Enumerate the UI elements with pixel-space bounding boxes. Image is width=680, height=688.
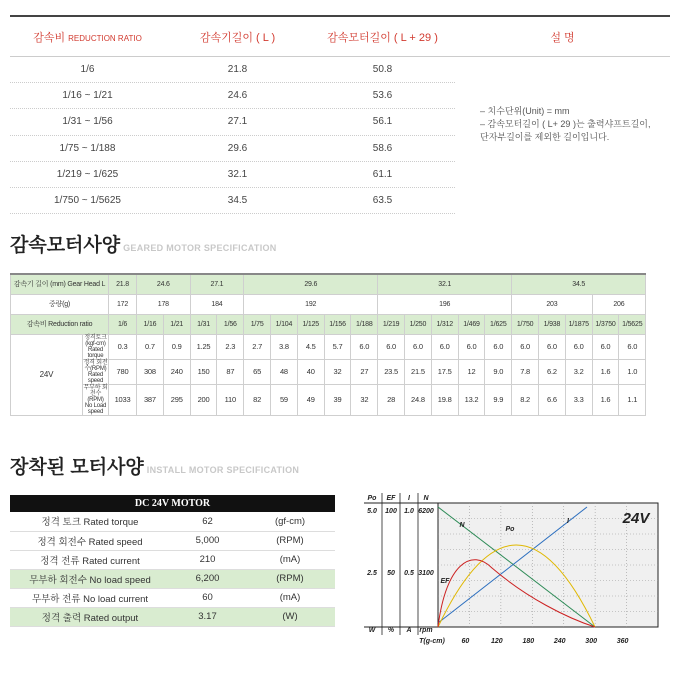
ratio-cell: 1/16 ~ 1/21: [62, 90, 113, 102]
ratio-cell: 1/156: [324, 314, 351, 334]
axis-top-value: 6200: [418, 508, 434, 515]
spec-value-cell: 1.1: [619, 384, 646, 415]
spec-value-cell: 12: [458, 359, 485, 384]
axis-header-i: I: [408, 495, 410, 502]
ratio-cell: 1/6: [80, 64, 95, 76]
spec-row-label-en: Rated speed: [87, 371, 104, 384]
spec-value-cell: 6.0: [539, 334, 566, 359]
axis-header-po: Po: [367, 495, 377, 502]
install-name-cell: 무부하 전류 No load current: [10, 588, 170, 607]
axis-mid-value: 2.5: [367, 570, 377, 577]
gearbox-length-cell: 32.1: [227, 168, 248, 180]
spec-value-cell: 780: [109, 359, 137, 384]
spec-value-cell: 2.7: [244, 334, 271, 359]
axis-top-value: 1.0: [404, 508, 414, 515]
spec-value-cell: 6.0: [485, 334, 512, 359]
ratio-table-header: [10, 17, 670, 57]
motor-length-header: 감속모터길이 ( L + 29 ): [327, 31, 438, 44]
install-table-title: DC 24V MOTOR: [10, 495, 335, 512]
curve-label-n: N: [459, 522, 465, 529]
curve-label-ef: EF: [440, 578, 450, 585]
spec-value-cell: 6.0: [512, 334, 539, 359]
geared-spec-heading: [10, 230, 277, 257]
spec-value-cell: 17.5: [431, 359, 458, 384]
axis-mid-value: 3100: [418, 570, 434, 577]
axis-header-ef: EF: [386, 495, 396, 502]
length-cell: 32.1: [378, 274, 512, 294]
ratio-cell: 1/5625: [619, 314, 646, 334]
weight-cell: 172: [109, 294, 137, 314]
ratio-table-body: [10, 57, 670, 214]
install-name-cell: 무부하 회전수 No load speed: [10, 569, 170, 588]
spec-row-label-ko: 정격토크(kgf-cm): [84, 334, 107, 347]
ratio-cell: 1/938: [539, 314, 566, 334]
x-tick: 60: [461, 638, 470, 645]
spec-data-row: [11, 359, 646, 384]
ratio-label: 감속비 Reduction ratio: [11, 314, 109, 334]
spec-value-cell: 6.0: [592, 334, 619, 359]
geared-heading-ko: 감속모터사양: [10, 235, 121, 256]
ratio-cell: 1/56: [217, 314, 244, 334]
spec-value-cell: 0.3: [109, 334, 137, 359]
install-name-cell: 정격 전류 Rated current: [10, 550, 170, 569]
length-cell: 27.1: [190, 274, 244, 294]
spec-value-cell: 1.25: [190, 334, 217, 359]
spec-value-cell: 1033: [109, 384, 137, 415]
install-value-cell: 62: [170, 512, 245, 531]
gearbox-length-header: 감속기길이 ( L ): [199, 31, 276, 44]
axis-top-value: 5.0: [367, 508, 377, 515]
weight-label: 중량(g): [11, 294, 109, 314]
ratio-row: [10, 136, 455, 162]
spec-value-cell: 48: [271, 359, 298, 384]
ratio-row: [10, 162, 455, 188]
ratio-cell: 1/312: [431, 314, 458, 334]
spec-value-cell: 39: [324, 384, 351, 415]
ratio-cell: 1/6: [109, 314, 137, 334]
spec-row-label-en: Rated torque: [87, 346, 104, 359]
curve-label-po: Po: [505, 526, 515, 533]
ratio-cell: 1/31 ~ 1/56: [62, 116, 113, 128]
ratio-rows: [10, 57, 455, 214]
spec-value-cell: 0.9: [163, 334, 190, 359]
ratio-cell: 1/188: [351, 314, 378, 334]
ratio-row: [10, 57, 455, 83]
motor-length-cell: 63.5: [372, 195, 393, 207]
spec-value-cell: 23.5: [378, 359, 405, 384]
spec-value-cell: 0.7: [137, 334, 164, 359]
install-name-cell: 정격 토크 Rated torque: [10, 512, 170, 531]
ratio-header-en: REDUCTION RATIO: [68, 33, 142, 43]
install-value-cell: 210: [170, 550, 245, 569]
length-label: 감속기 길이 (mm) Gear Head L: [11, 274, 109, 294]
spec-row-label-ko: 정격 회전수(RPM): [83, 359, 108, 372]
install-value-cell: 60: [170, 588, 245, 607]
install-value-cell: 5,000: [170, 531, 245, 550]
install-heading-ko: 장착된 모터사양: [10, 457, 144, 478]
weight-row: [11, 294, 646, 314]
spec-value-cell: 4.5: [297, 334, 324, 359]
spec-row-label-ko: 무부하 회전수(RPM): [83, 384, 108, 403]
spec-value-cell: 295: [163, 384, 190, 415]
ratio-cell: 1/219 ~ 1/625: [56, 168, 119, 180]
x-tick: 240: [553, 638, 566, 645]
ratio-cell: 1/75: [244, 314, 271, 334]
spec-value-cell: 3.8: [271, 334, 298, 359]
spec-value-cell: 87: [217, 359, 244, 384]
ratio-cell: 1/250: [405, 314, 432, 334]
ratio-header: [10, 29, 165, 45]
weight-cell: 192: [244, 294, 378, 314]
ratio-row: [10, 188, 455, 214]
ratio-cell: 1/75 ~ 1/188: [59, 142, 116, 154]
spec-value-cell: 27: [351, 359, 378, 384]
motor-length-cell: 61.1: [372, 168, 393, 180]
spec-value-cell: 6.0: [378, 334, 405, 359]
install-row: [10, 588, 335, 607]
spec-value-cell: 1.6: [592, 384, 619, 415]
length-row: [11, 274, 646, 294]
ratio-cell: 1/625: [485, 314, 512, 334]
install-unit-cell: (mA): [245, 550, 335, 569]
note-line: – 감속모터길이 ( L+ 29 )는 출력샤프트길이,: [480, 119, 651, 129]
spec-row-label-en: No Load speed: [84, 402, 107, 415]
ratio-cell: 1/219: [378, 314, 405, 334]
spec-value-cell: 6.0: [619, 334, 646, 359]
spec-value-cell: 2.3: [217, 334, 244, 359]
x-tick: 180: [522, 638, 535, 645]
spec-value-cell: 21.5: [405, 359, 432, 384]
length-cell: 24.6: [137, 274, 191, 294]
spec-value-cell: 32: [351, 384, 378, 415]
spec-value-cell: 3.3: [565, 384, 592, 415]
ratio-cell: 1/750 ~ 1/5625: [53, 195, 121, 207]
spec-value-cell: 9.9: [485, 384, 512, 415]
spec-value-cell: 40: [297, 359, 324, 384]
ratio-cell: 1/469: [458, 314, 485, 334]
motor-length-cell: 58.6: [372, 142, 393, 154]
install-row: [10, 550, 335, 569]
gearbox-length-cell: 21.8: [227, 64, 248, 76]
install-name-cell: 정격 회전수 Rated speed: [10, 531, 170, 550]
ratio-table: [10, 15, 670, 214]
axis-unit: %: [387, 627, 395, 634]
ratio-notes: [455, 57, 670, 214]
weight-cell: 203: [512, 294, 592, 314]
spec-value-cell: 387: [137, 384, 164, 415]
install-name-cell: 정격 출력 Rated output: [10, 607, 170, 626]
install-motor-table: [10, 495, 335, 627]
gearbox-length-cell: 34.5: [227, 195, 248, 207]
spec-data-row: [11, 384, 646, 415]
install-value-cell: 3.17: [170, 607, 245, 626]
spec-value-cell: 24.8: [405, 384, 432, 415]
spec-value-cell: 32: [324, 359, 351, 384]
description-header: 설 명: [550, 31, 575, 44]
ratio-header-row: [11, 314, 646, 334]
ratio-cell: 1/125: [297, 314, 324, 334]
spec-value-cell: 6.2: [539, 359, 566, 384]
spec-value-cell: 8.2: [512, 384, 539, 415]
spec-row-label: [83, 384, 109, 415]
ratio-cell: 1/3750: [592, 314, 619, 334]
spec-value-cell: 150: [190, 359, 217, 384]
install-spec-heading: [10, 452, 299, 479]
spec-value-cell: 7.8: [512, 359, 539, 384]
spec-data-row: [11, 334, 646, 359]
spec-value-cell: 6.0: [351, 334, 378, 359]
spec-value-cell: 1.6: [592, 359, 619, 384]
install-unit-cell: (RPM): [245, 531, 335, 550]
spec-value-cell: 1.0: [619, 359, 646, 384]
length-cell: 21.8: [109, 274, 137, 294]
spec-value-cell: 82: [244, 384, 271, 415]
install-unit-cell: (mA): [245, 588, 335, 607]
geared-heading-en: GEARED MOTOR SPECIFICATION: [123, 243, 277, 253]
geared-spec-table: [10, 273, 646, 416]
spec-value-cell: 9.0: [485, 359, 512, 384]
ratio-cell: 1/21: [163, 314, 190, 334]
spec-value-cell: 240: [163, 359, 190, 384]
spec-value-cell: 65: [244, 359, 271, 384]
ratio-row: [10, 83, 455, 109]
axis-mid-value: 50: [387, 570, 395, 577]
ratio-row: [10, 109, 455, 135]
x-tick: 300: [585, 638, 597, 645]
spec-value-cell: 308: [137, 359, 164, 384]
spec-value-cell: 5.7: [324, 334, 351, 359]
install-row: [10, 607, 335, 626]
x-tick: 120: [491, 638, 503, 645]
spec-value-cell: 13.2: [458, 384, 485, 415]
install-row: [10, 531, 335, 550]
motor-length-cell: 53.6: [372, 90, 393, 102]
weight-cell: 206: [592, 294, 646, 314]
axis-unit: W: [368, 627, 376, 634]
motor-length-cell: 50.8: [372, 64, 393, 76]
spec-value-cell: 110: [217, 384, 244, 415]
axis-mid-value: 0.5: [404, 570, 414, 577]
weight-cell: 196: [378, 294, 512, 314]
gearbox-length-cell: 27.1: [227, 116, 248, 128]
install-unit-cell: (RPM): [245, 569, 335, 588]
spec-value-cell: 49: [297, 384, 324, 415]
x-axis-label: T(g-cm): [419, 638, 445, 645]
spec-value-cell: 59: [271, 384, 298, 415]
spec-value-cell: 200: [190, 384, 217, 415]
axis-unit: A: [406, 627, 412, 634]
performance-chart: [362, 493, 662, 649]
axis-top-value: 100: [385, 508, 397, 515]
note-line: – 치수단위(Unit) = mm: [480, 106, 570, 116]
spec-value-cell: 6.6: [539, 384, 566, 415]
ratio-cell: 1/104: [271, 314, 298, 334]
note-line: 단자부길이를 제외한 길이입니다.: [480, 132, 610, 142]
spec-value-cell: 6.0: [458, 334, 485, 359]
length-cell: 34.5: [512, 274, 646, 294]
spec-value-cell: 6.0: [405, 334, 432, 359]
install-value-cell: 6,200: [170, 569, 245, 588]
motor-length-cell: 56.1: [372, 116, 393, 128]
install-unit-cell: (W): [245, 607, 335, 626]
spec-value-cell: 28: [378, 384, 405, 415]
install-row: [10, 512, 335, 531]
ratio-cell: 1/1875: [565, 314, 592, 334]
axis-unit: rpm: [419, 627, 433, 634]
weight-cell: 184: [190, 294, 244, 314]
weight-cell: 178: [137, 294, 191, 314]
gearbox-length-cell: 29.6: [227, 142, 248, 154]
x-tick: 360: [616, 638, 629, 645]
ratio-cell: 1/750: [512, 314, 539, 334]
spec-row-label: [83, 334, 109, 359]
curve-label-i: I: [567, 518, 569, 525]
voltage-label: 24V: [622, 510, 650, 527]
spec-value-cell: 19.8: [431, 384, 458, 415]
install-unit-cell: (gf-cm): [245, 512, 335, 531]
spec-value-cell: 6.0: [565, 334, 592, 359]
gearbox-length-cell: 24.6: [227, 90, 248, 102]
install-heading-en: INSTALL MOTOR SPECIFICATION: [146, 465, 300, 475]
spec-value-cell: 3.2: [565, 359, 592, 384]
axis-header-n: N: [423, 495, 429, 502]
spec-row-label: [83, 359, 109, 384]
voltage-cell: 24V: [11, 334, 83, 415]
ratio-cell: 1/16: [137, 314, 164, 334]
install-row: [10, 569, 335, 588]
length-cell: 29.6: [244, 274, 378, 294]
ratio-header-ko: 감속비: [33, 31, 66, 44]
ratio-cell: 1/31: [190, 314, 217, 334]
spec-value-cell: 6.0: [431, 334, 458, 359]
